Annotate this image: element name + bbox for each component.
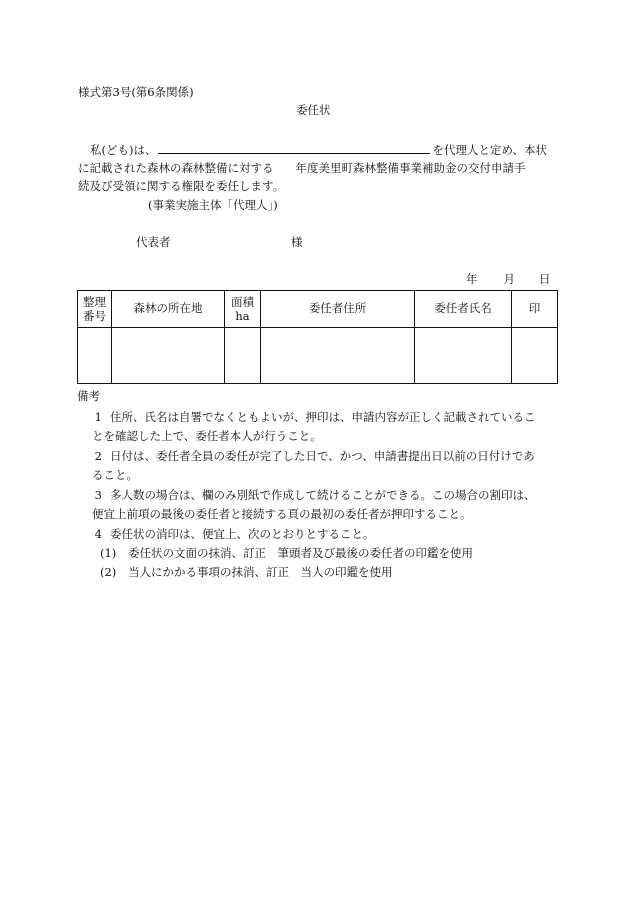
cell-area[interactable] xyxy=(225,328,261,384)
date-row xyxy=(466,273,551,287)
agent-name-blank[interactable] xyxy=(158,141,430,154)
remark-text: 日付は、委任者全員の委任が完了した日で、かつ、申請書提出日以前の日付けであ xyxy=(110,449,535,463)
sub-remark-item xyxy=(100,563,575,582)
body-line-2 xyxy=(78,162,526,176)
cell-name[interactable] xyxy=(415,328,512,384)
header-number-line2: 番号 xyxy=(83,309,106,323)
form-number: 様式第3号(第6条関係) xyxy=(78,85,194,99)
remark-text: 委任状の消印は、便宜上、次のとおりとすること。 xyxy=(110,527,375,541)
representative-honorific: 様 xyxy=(291,235,303,249)
date-month-label: 月 xyxy=(503,272,515,286)
sub-remark-text: 委任状の文面の抹消、訂正 筆頭者及び最後の委任者の印鑑を使用 xyxy=(128,546,473,560)
remark-number: 1 xyxy=(94,410,102,424)
remark-number: 4 xyxy=(94,527,102,541)
header-area xyxy=(225,291,261,328)
representative-label: 代表者 xyxy=(136,235,171,249)
remark-item xyxy=(78,525,553,544)
sub-remark-number: (2) xyxy=(100,565,117,579)
remark-text: 多人数の場合は、欄のみ別紙で作成して続けることができる。この場合の割印は、 xyxy=(110,488,536,502)
header-number-line1: 整理 xyxy=(83,294,106,309)
remark-text-continued: ること。 xyxy=(92,468,138,482)
remark-item xyxy=(78,408,553,446)
remarks-title: 備考 xyxy=(77,389,100,403)
cell-number[interactable] xyxy=(78,328,112,384)
sub-remark-number: (1) xyxy=(100,546,117,560)
table-row xyxy=(78,328,558,384)
body-line-3: 続及び受領に関する権限を委任します。 xyxy=(78,179,285,193)
header-address: 委任者住所 xyxy=(261,291,415,328)
cell-location[interactable] xyxy=(112,328,225,384)
body-line-1 xyxy=(90,141,547,158)
table-header-row xyxy=(78,291,558,328)
sub-remark-text: 当人にかかる事項の抹消、訂正 当人の印鑑を使用 xyxy=(128,565,393,579)
remark-text-continued: とを確認した上で、委任者本人が行うこと。 xyxy=(92,429,322,443)
header-location: 森林の所在地 xyxy=(112,291,225,328)
body-line-1-prefix: 私(ども)は、 xyxy=(90,143,157,157)
remark-text: 住所、氏名は自署でなくともよいが、押印は、申請内容が正しく記載されているこ xyxy=(110,410,536,424)
body-line-2-a: に記載された森林の森林整備に対する xyxy=(78,161,274,175)
remark-text-continued: 便宜上前項の最後の委任者と接続する頁の最初の委任者が押印すること。 xyxy=(92,507,472,521)
cell-address[interactable] xyxy=(261,328,415,384)
sub-remark-item xyxy=(100,544,575,563)
agent-note: (事業実施主体「代理人」) xyxy=(148,198,278,212)
header-area-line2: ha xyxy=(235,309,250,323)
body-line-2-b: 年度美里町森林整備事業補助金の交付申請手 xyxy=(295,161,526,175)
cell-seal[interactable] xyxy=(512,328,558,384)
remark-item xyxy=(78,486,553,524)
delegation-table xyxy=(77,290,558,384)
header-seal: 印 xyxy=(512,291,558,328)
remark-number: 3 xyxy=(94,488,102,502)
header-area-line1: 面積 xyxy=(231,294,254,309)
date-year-label: 年 xyxy=(466,272,478,286)
body-line-1-suffix: を代理人と定め、本状 xyxy=(432,143,548,157)
remark-number: 2 xyxy=(94,449,102,463)
header-number xyxy=(78,291,112,328)
remark-item xyxy=(78,447,553,485)
date-day-label: 日 xyxy=(539,272,551,286)
document-title: 委任状 xyxy=(296,103,331,117)
header-name: 委任者氏名 xyxy=(415,291,512,328)
